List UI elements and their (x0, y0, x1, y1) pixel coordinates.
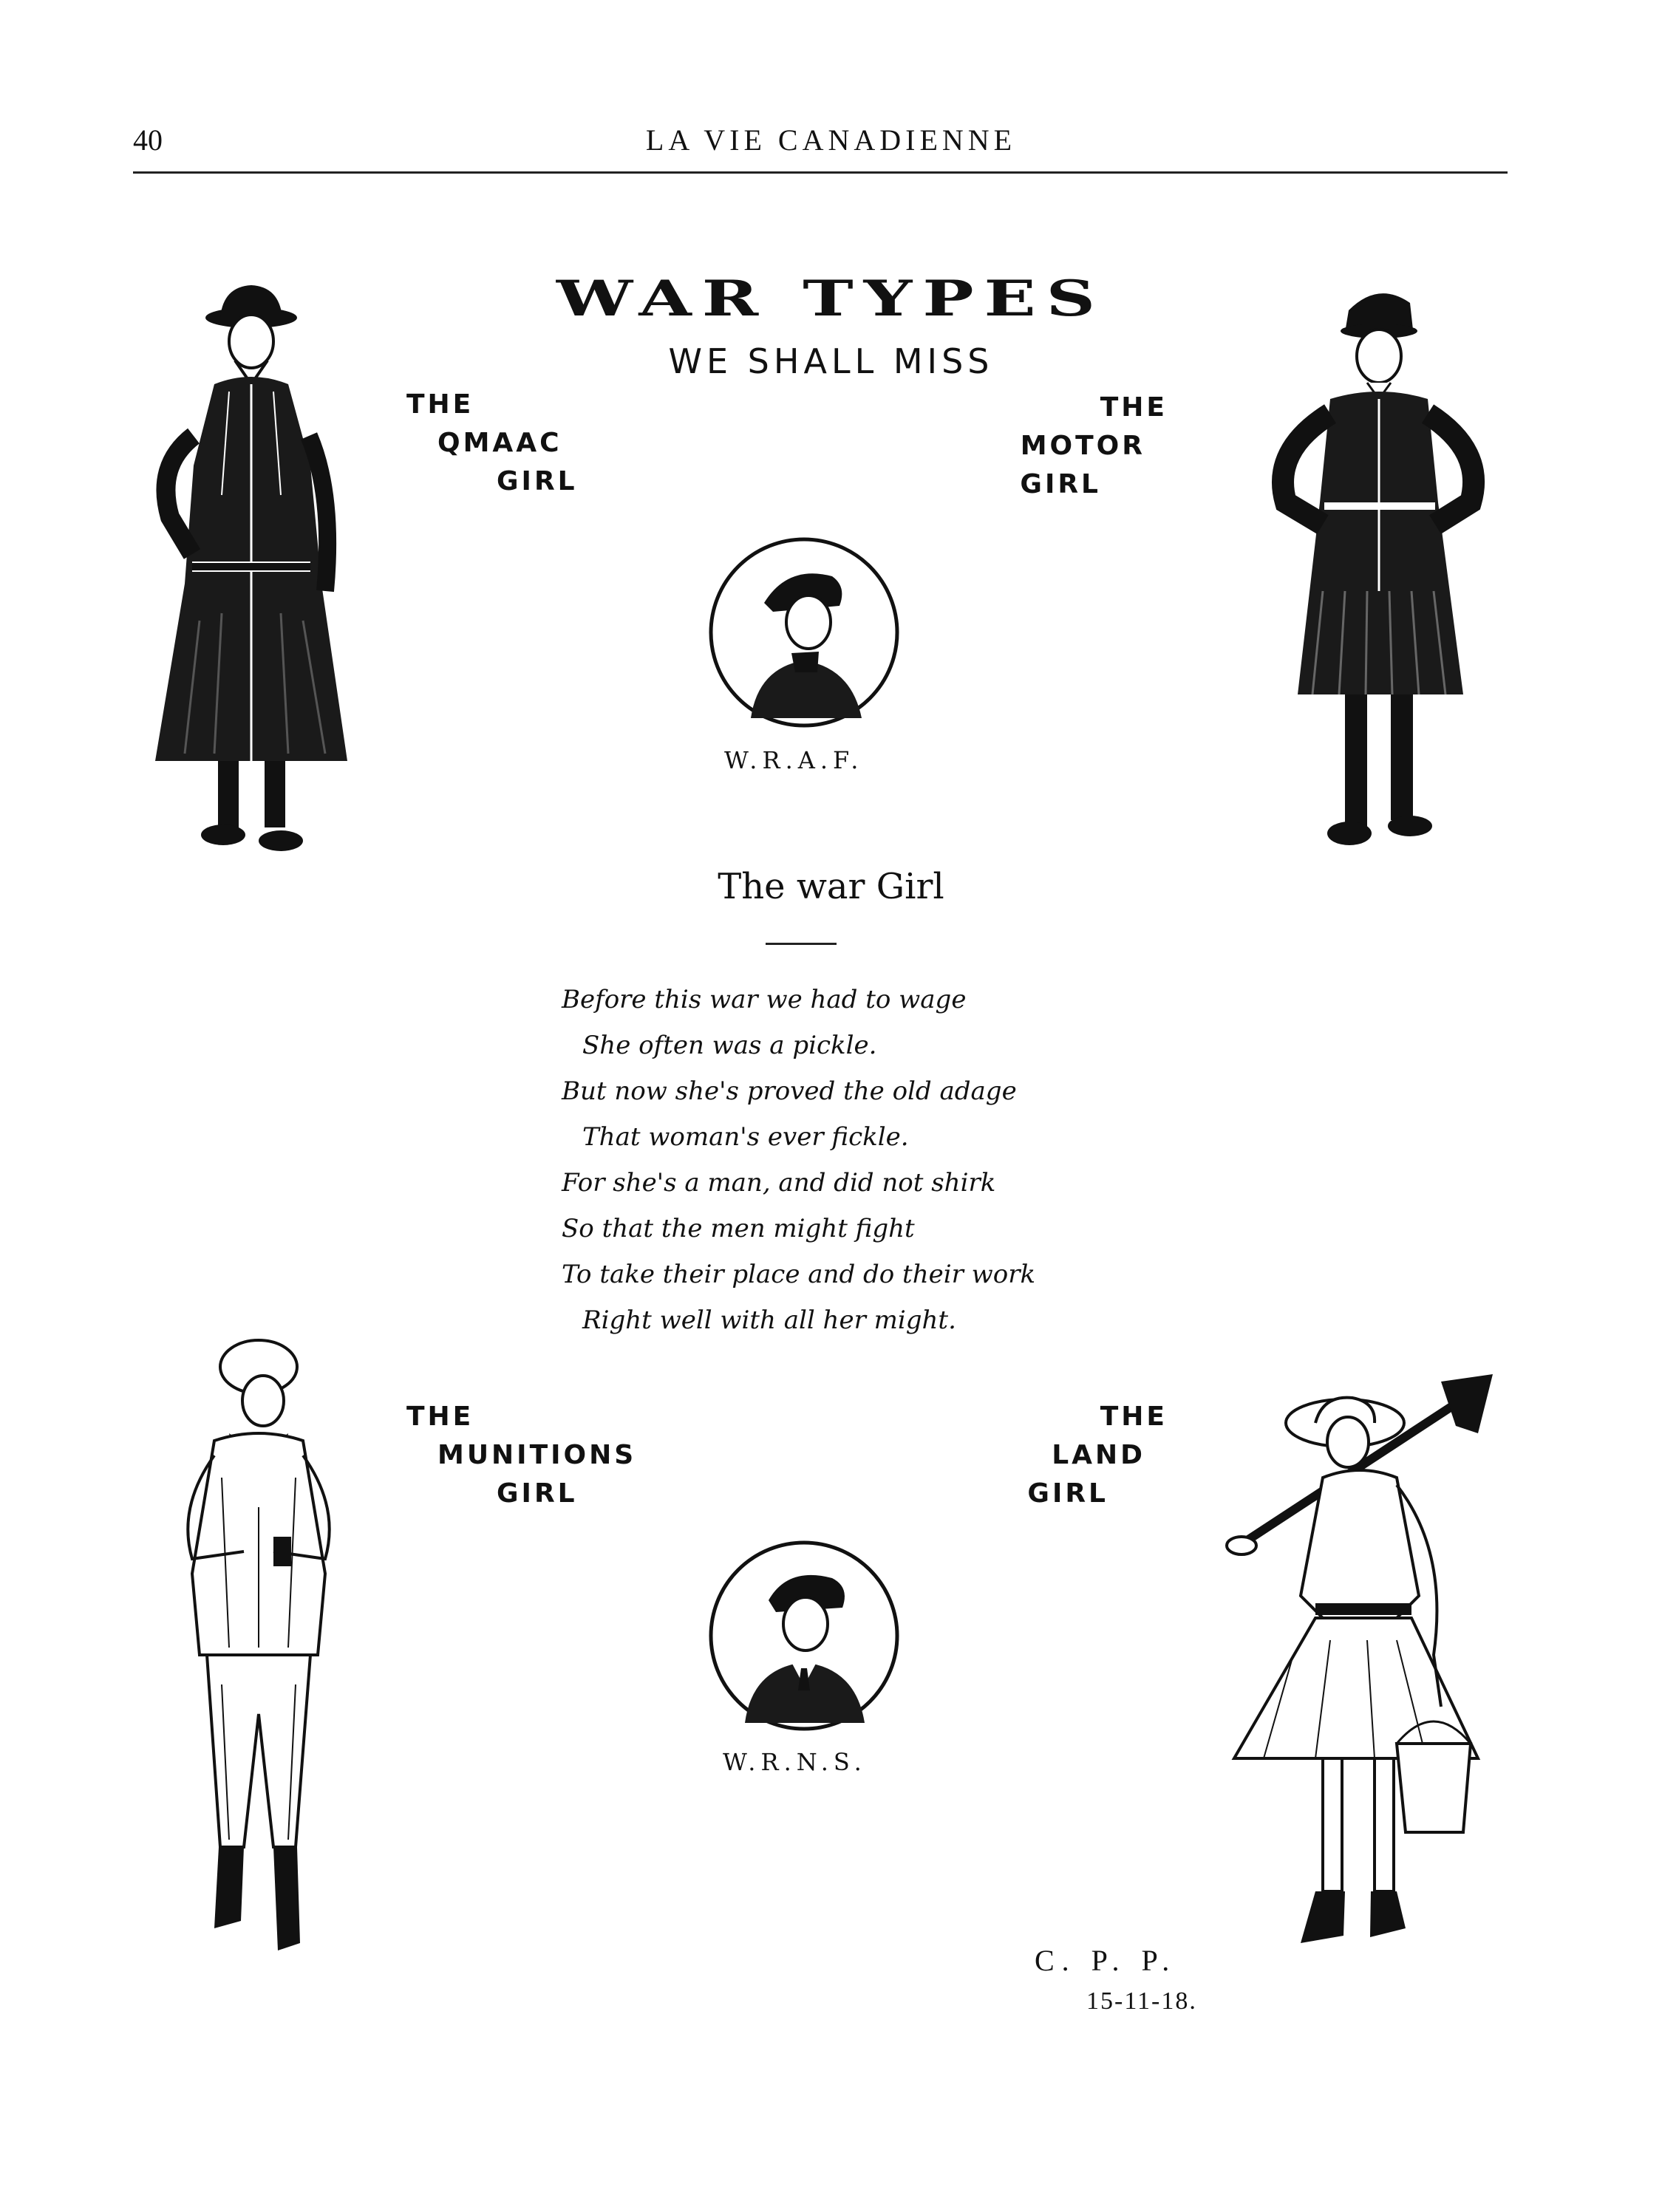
author-date: 15-11-18. (1086, 1987, 1197, 2015)
label-line: GIRL (497, 1478, 578, 1509)
label-line: THE (406, 1402, 474, 1432)
label-land-girl (1020, 1398, 1168, 1513)
author-initials: C. P. P. (1035, 1944, 1177, 1977)
label-line: MUNITIONS (437, 1440, 637, 1470)
label-line: THE (1100, 1402, 1168, 1432)
wraf-portrait (706, 535, 902, 730)
poem-line: But now she's proved the old adage (562, 1076, 1017, 1106)
label-line: THE (406, 389, 474, 420)
wraf-caption: W.R.A.F. (724, 746, 864, 774)
page-number: 40 (133, 123, 163, 157)
wrns-caption: W.R.N.S. (723, 1748, 867, 1776)
header-rule (133, 171, 1508, 174)
munitions-girl-illustration (148, 1330, 369, 1995)
poem-line: Before this war we had to wage (562, 985, 967, 1014)
label-line: THE (1100, 392, 1168, 423)
qmaac-girl-illustration (140, 273, 362, 864)
poem-line: So that the men might fight (562, 1214, 915, 1243)
label-motor-girl (1020, 389, 1168, 504)
label-line: LAND (1052, 1440, 1145, 1470)
label-line: GIRL (1020, 469, 1101, 499)
page-title: WAR TYPES (556, 270, 1106, 327)
poem-body (562, 977, 1035, 1343)
wrns-portrait (706, 1538, 902, 1733)
land-girl-illustration (1212, 1359, 1508, 1980)
poem-title-rule (766, 943, 837, 945)
page-subtitle: WE SHALL MISS (668, 341, 994, 381)
label-line: GIRL (1027, 1478, 1108, 1509)
poem-line: That woman's ever fickle. (582, 1122, 909, 1152)
poem-line: Right well with all her might. (582, 1305, 956, 1335)
label-line: GIRL (497, 466, 578, 496)
label-munitions-girl (406, 1398, 636, 1513)
label-qmaac-girl (406, 386, 578, 501)
poem-line: She often was a pickle. (582, 1031, 877, 1060)
motor-girl-illustration (1242, 281, 1515, 872)
poem-line: For she's a man, and did not shirk (562, 1168, 996, 1198)
poem-title: The war Girl (718, 866, 944, 907)
running-head: LA VIE CANADIENNE (645, 123, 1017, 157)
label-line: QMAAC (437, 428, 562, 458)
label-line: MOTOR (1020, 431, 1145, 461)
poem-line: To take their place and do their work (562, 1260, 1036, 1289)
